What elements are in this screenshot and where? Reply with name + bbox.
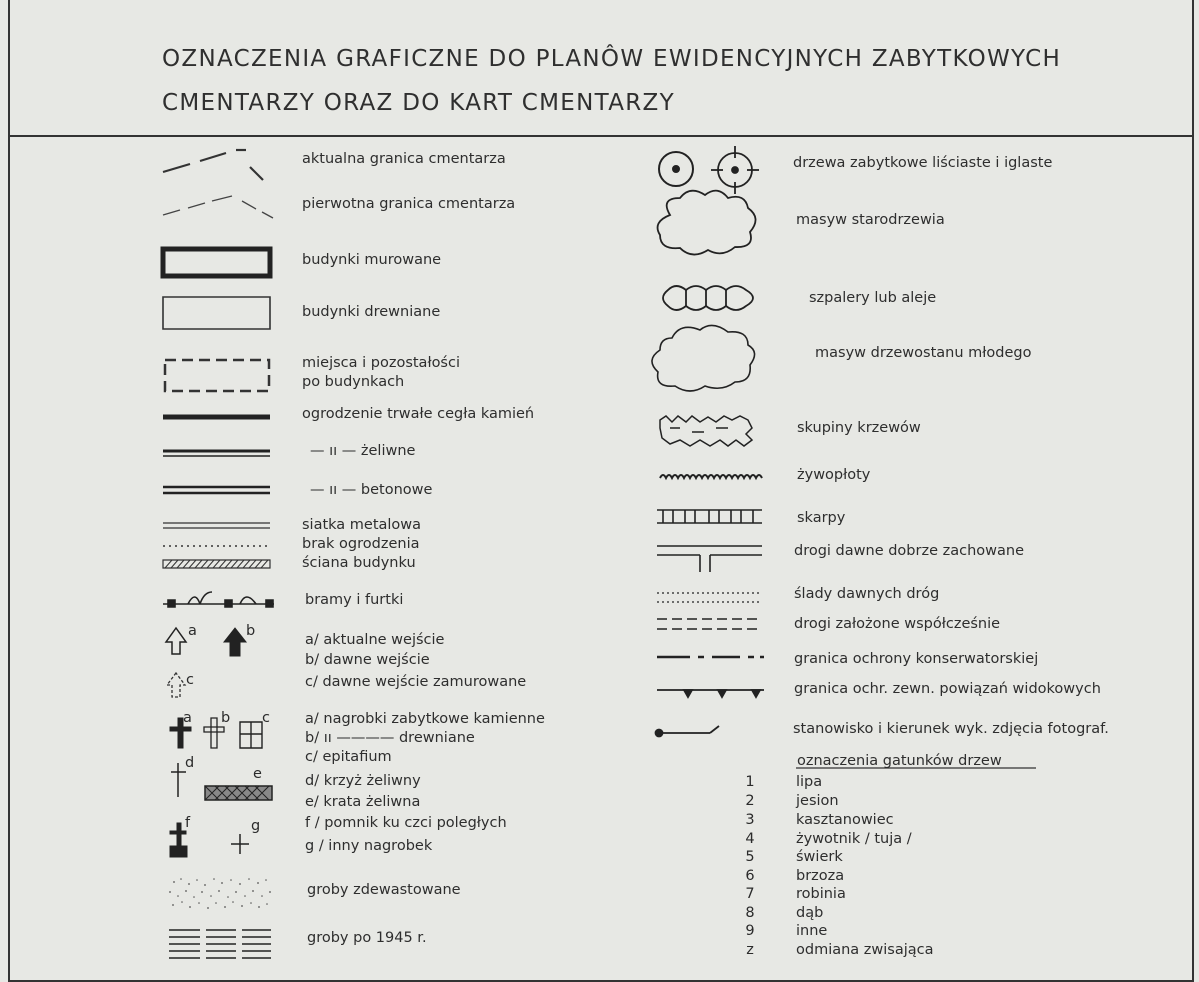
species-name-1: lipa <box>796 774 823 790</box>
letter-b-tomb: b <box>221 710 231 726</box>
label-tomb-f: f / pomnik ku czci poległych <box>305 815 507 831</box>
species-num-8: 8 <box>745 905 755 921</box>
label-devastated-graves: groby zdewastowane <box>307 882 461 898</box>
label-permanent-fence: ogrodzenie trwałe cegła kamień <box>302 406 535 422</box>
label-metal-mesh: siatka metalowa <box>302 517 422 533</box>
gates-symbol <box>163 592 274 607</box>
label-remains-2: po budynkach <box>302 374 405 390</box>
label-protection-boundary: granica ochrony konserwatorskiej <box>794 651 1039 667</box>
letter-c-tomb: c <box>262 710 270 726</box>
title-line-2: CMENTARZY ORAZ DO KART CMENTARZY <box>162 90 675 116</box>
label-no-fence: brak ogrodzenia <box>302 536 420 552</box>
symbols-left <box>0 0 300 982</box>
label-tomb-d: d/ krzyż żeliwny <box>305 773 421 789</box>
species-name-z: odmiana zwisająca <box>796 942 934 958</box>
label-original-boundary: pierwotna granica cmentarza <box>302 196 516 212</box>
species-num-3: 3 <box>745 812 755 828</box>
letter-g: g <box>251 818 261 834</box>
concrete-fence-symbol <box>163 487 270 493</box>
label-current-boundary: aktualna granica cmentarza <box>302 151 506 167</box>
label-old-roads: drogi dawne dobrze zachowane <box>794 543 1024 559</box>
species-name-6: brzoza <box>796 868 845 884</box>
species-num-z: z <box>746 942 754 958</box>
building-wall-symbol <box>163 560 270 568</box>
post-1945-graves-symbol <box>169 930 271 958</box>
species-num-1: 1 <box>745 774 755 790</box>
label-embankments: skarpy <box>797 510 846 526</box>
other-tomb-icon <box>231 834 249 854</box>
label-new-roads: drogi założone współcześnie <box>794 616 1001 632</box>
species-num-7: 7 <box>745 886 755 902</box>
label-alleys: szpalery lub aleje <box>809 290 937 306</box>
walled-entrance-icon <box>167 673 185 697</box>
building-remains-symbol <box>165 360 269 391</box>
wooden-building-symbol <box>163 297 270 329</box>
letter-a-tomb: a <box>183 710 192 726</box>
label-tomb-b: b/ ıı ———— drewniane <box>305 730 475 746</box>
letter-c-entrance: c <box>186 672 194 688</box>
iron-grate-icon <box>205 786 272 800</box>
title-line-1: OZNACZENIA GRAFICZNE DO PLANÔW EWIDENCYJNYCH ZABYTKOWYCH <box>162 46 1062 72</box>
species-name-3: kasztanowiec <box>796 812 894 828</box>
species-name-5: świerk <box>796 849 843 865</box>
current-entrance-icon <box>166 628 186 654</box>
species-name-9: inne <box>796 923 828 939</box>
label-entrance-c: c/ dawne wejście zamurowane <box>305 674 527 690</box>
label-road-traces: ślady dawnych dróg <box>794 586 940 602</box>
label-young-tree-mass: masyw drzewostanu młodego <box>815 345 1032 361</box>
label-entrance-a: a/ aktualne wejście <box>305 632 445 648</box>
cast-iron-fence-symbol <box>163 451 270 456</box>
label-tomb-g: g / inny nagrobek <box>305 838 433 854</box>
label-tomb-e: e/ krata żeliwna <box>305 794 421 810</box>
species-num-9: 9 <box>745 923 755 939</box>
original-boundary-symbol <box>163 196 273 218</box>
label-post-1945-graves: groby po 1945 r. <box>307 930 427 946</box>
letter-e: e <box>253 766 262 782</box>
letter-d: d <box>185 755 195 771</box>
label-building-wall: ściana budynku <box>302 555 416 571</box>
label-entrance-b: b/ dawne wejście <box>305 652 430 668</box>
epitaph-icon <box>240 722 262 748</box>
letter-b-entrance: b <box>246 623 256 639</box>
species-name-4: żywotnik / tuja / <box>796 831 912 847</box>
label-wooden-buildings: budynki drewniane <box>302 304 441 320</box>
label-gates: bramy i furtki <box>305 592 404 608</box>
label-cast-iron-fence: — ıı — żeliwne <box>310 443 416 459</box>
species-num-2: 2 <box>745 793 755 809</box>
label-tomb-c: c/ epitafium <box>305 749 392 765</box>
species-name-2: jesion <box>796 793 839 809</box>
label-photo-position: stanowisko i kierunek wyk. zdjęcia fotograf. <box>793 721 1109 737</box>
letter-a-entrance: a <box>188 623 197 639</box>
label-view-boundary: granica ochr. zewn. powiązań widokowych <box>794 681 1101 697</box>
label-remains-1: miejsca i pozostałości <box>302 355 460 371</box>
label-concrete-fence: — ıı — betonowe <box>310 482 433 498</box>
label-historic-trees: drzewa zabytkowe liściaste i iglaste <box>793 155 1053 171</box>
label-brick-buildings: budynki murowane <box>302 252 442 268</box>
former-entrance-icon <box>224 628 246 656</box>
species-num-6: 6 <box>745 868 755 884</box>
current-boundary-symbol <box>163 150 263 180</box>
letter-f: f <box>185 815 191 831</box>
label-shrubs: skupiny krzewów <box>797 420 921 436</box>
iron-cross-icon <box>171 763 186 797</box>
label-old-tree-mass: masyw starodrzewia <box>796 212 945 228</box>
species-num-5: 5 <box>745 849 755 865</box>
species-num-4: 4 <box>745 831 755 847</box>
metal-mesh-symbol <box>163 523 270 528</box>
species-name-8: dąb <box>796 905 824 921</box>
label-tomb-a: a/ nagrobki zabytkowe kamienne <box>305 711 545 727</box>
species-name-7: robinia <box>796 886 846 902</box>
label-hedges: żywopłoty <box>797 467 871 483</box>
label-species-header: oznaczenia gatunków drzew <box>797 753 1002 769</box>
brick-building-symbol <box>163 249 270 276</box>
devastated-graves-symbol <box>169 878 271 909</box>
